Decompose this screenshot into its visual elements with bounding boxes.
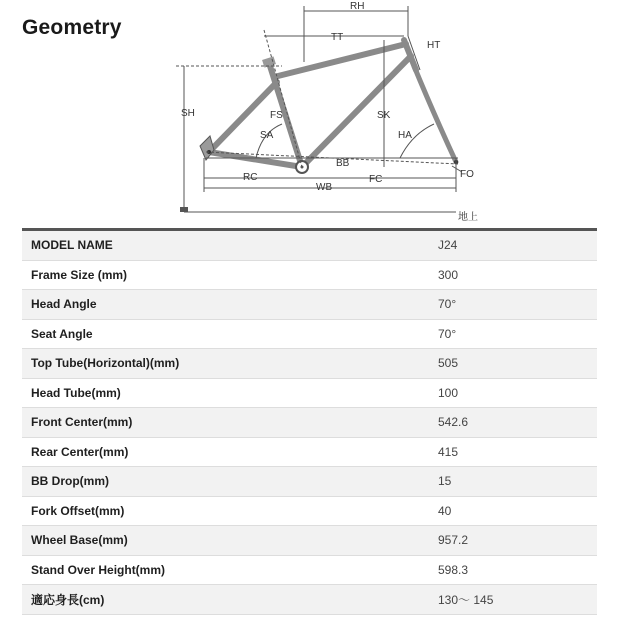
spec-label: Top Tube(Horizontal)(mm) bbox=[22, 349, 431, 379]
label-fo: FO bbox=[460, 169, 474, 180]
label-ground: 地上 bbox=[458, 212, 478, 223]
label-sh: SH bbox=[181, 108, 195, 119]
spec-row bbox=[22, 230, 597, 261]
spec-label: Stand Over Height(mm) bbox=[22, 555, 431, 585]
spec-value: 415 bbox=[431, 437, 597, 467]
spec-label: Head Tube(mm) bbox=[22, 378, 431, 408]
spec-value: J24 bbox=[431, 230, 597, 261]
spec-value: 542.6 bbox=[431, 408, 597, 438]
ground-marker bbox=[180, 207, 188, 212]
spec-row bbox=[22, 496, 597, 526]
spec-row bbox=[22, 437, 597, 467]
geometry-spec-table bbox=[22, 228, 597, 615]
page-title: Geometry bbox=[22, 16, 122, 39]
spec-row bbox=[22, 555, 597, 585]
spec-value: 70° bbox=[431, 290, 597, 320]
top-tube bbox=[278, 44, 406, 76]
spec-value: 100 bbox=[431, 378, 597, 408]
label-wb: WB bbox=[316, 182, 333, 193]
label-rc: RC bbox=[243, 172, 258, 183]
label-sa: SA bbox=[260, 130, 274, 141]
label-fs: FS bbox=[270, 110, 283, 121]
frame-geometry-diagram bbox=[0, 0, 620, 228]
spec-value: 40 bbox=[431, 496, 597, 526]
label-ha: HA bbox=[398, 130, 412, 141]
spec-label: 適応身長(cm) bbox=[22, 585, 431, 615]
label-bb: BB bbox=[336, 158, 350, 169]
spec-row bbox=[22, 260, 597, 290]
label-sk: SK bbox=[377, 110, 391, 121]
spec-label: Wheel Base(mm) bbox=[22, 526, 431, 556]
spec-label: Front Center(mm) bbox=[22, 408, 431, 438]
spec-row bbox=[22, 408, 597, 438]
spec-value: 130～ 145 bbox=[431, 585, 597, 615]
seat-stay bbox=[209, 82, 277, 152]
label-ht: HT bbox=[427, 40, 441, 51]
spec-row bbox=[22, 290, 597, 320]
label-rh: RH bbox=[350, 1, 365, 12]
spec-row bbox=[22, 319, 597, 349]
spec-label: BB Drop(mm) bbox=[22, 467, 431, 497]
tt-left-ext bbox=[264, 30, 302, 167]
spec-value: 957.2 bbox=[431, 526, 597, 556]
spec-row bbox=[22, 467, 597, 497]
fork bbox=[414, 66, 456, 162]
spec-row bbox=[22, 349, 597, 379]
spec-label: Frame Size (mm) bbox=[22, 260, 431, 290]
down-tube bbox=[302, 56, 411, 167]
bike-frame bbox=[209, 40, 416, 167]
spec-row bbox=[22, 526, 597, 556]
spec-label: Rear Center(mm) bbox=[22, 437, 431, 467]
spec-value: 598.3 bbox=[431, 555, 597, 585]
spec-table-body bbox=[22, 230, 597, 615]
spec-label: Seat Angle bbox=[22, 319, 431, 349]
rear-dropout bbox=[200, 136, 214, 160]
spec-value: 70° bbox=[431, 319, 597, 349]
chain-stay bbox=[209, 152, 302, 167]
spec-row bbox=[22, 585, 597, 615]
spec-label: MODEL NAME bbox=[22, 230, 431, 261]
spec-label: Head Angle bbox=[22, 290, 431, 320]
label-tt: TT bbox=[331, 32, 344, 43]
fork-blade bbox=[414, 66, 456, 162]
spec-label: Fork Offset(mm) bbox=[22, 496, 431, 526]
spec-value: 505 bbox=[431, 349, 597, 379]
label-fc: FC bbox=[369, 174, 383, 185]
spec-value: 300 bbox=[431, 260, 597, 290]
spec-row bbox=[22, 378, 597, 408]
spec-value: 15 bbox=[431, 467, 597, 497]
